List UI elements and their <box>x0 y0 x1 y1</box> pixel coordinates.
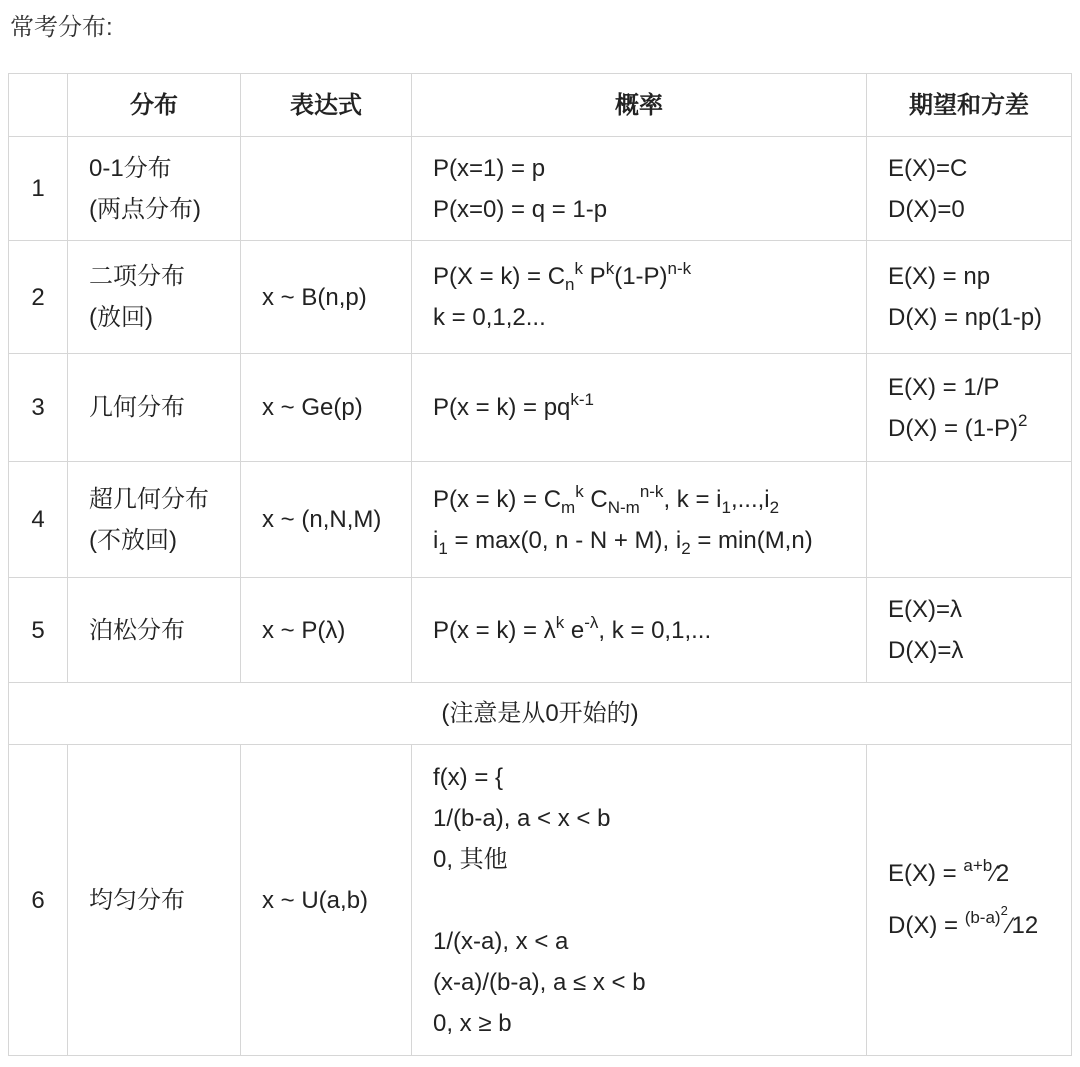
distribution-name: 泊松分布 <box>68 578 241 683</box>
expression: x ~ (n,N,M) <box>241 462 412 578</box>
header-index <box>9 74 68 137</box>
expression: x ~ B(n,p) <box>241 241 412 354</box>
probability: P(x=1) = p P(x=0) = q = 1-p <box>412 137 867 241</box>
page-heading: 常考分布: <box>10 14 113 41</box>
expression <box>241 137 412 241</box>
row-number: 6 <box>9 745 68 1056</box>
table-note-row <box>9 683 1072 745</box>
expression: x ~ Ge(p) <box>241 354 412 462</box>
distribution-name: 0-1分布 (两点分布) <box>68 137 241 241</box>
expectation-variance: E(X) = np D(X) = np(1-p) <box>867 241 1072 354</box>
expectation-variance: E(X)=λ D(X)=λ <box>867 578 1072 683</box>
table-row <box>9 578 1072 683</box>
probability: $P(X = k) = C_n^k$ $P^k(1-P)^{n-k}$ k = 0,1,2... <box>412 241 867 354</box>
table-row <box>9 137 1072 241</box>
header-expectation-variance: 期望和方差 <box>867 74 1072 137</box>
probability: $P(x = k) = \lambda^k$ $e^{-\lambda}$, k = 0,1,... <box>412 578 867 683</box>
header-expression: 表达式 <box>241 74 412 137</box>
note-text: (注意是从0开始的) <box>9 683 1072 745</box>
expectation-variance <box>867 462 1072 578</box>
row-number: 3 <box>9 354 68 462</box>
probability: $P(x = k) = pq^{k-1}$ <box>412 354 867 462</box>
expectation-variance: E(X)=C D(X)=0 <box>867 137 1072 241</box>
distribution-name: 超几何分布 (不放回) <box>68 462 241 578</box>
table-row <box>9 354 1072 462</box>
row-number: 4 <box>9 462 68 578</box>
table-row <box>9 745 1072 1056</box>
distribution-name: 均匀分布 <box>68 745 241 1056</box>
probability: f(x) = { 1/(b-a), a < x < b 0, 其他 1/(x-a), x < a (x-a)/(b-a), a ≤ x < b 0, x ≥ b <box>412 745 867 1056</box>
expectation-variance: E(X) = $^{a+b}$⁄2 D(X) = $^{(b-a)^2}$⁄12 <box>867 745 1072 1056</box>
probability: $P(x = k) = C_m^k$ $C_{N-m}^{n-k}$, $k = i_1,...,i_2$ $i_1 = \max(0$, n - N + M), $i_2 = \min(M,n)$ <box>412 462 867 578</box>
row-number: 2 <box>9 241 68 354</box>
row-number: 5 <box>9 578 68 683</box>
distribution-name: 二项分布 (放回) <box>68 241 241 354</box>
table-header-row <box>9 74 1072 137</box>
header-probability: 概率 <box>412 74 867 137</box>
distribution-table <box>8 73 1072 1056</box>
expectation-variance: E(X) = 1/P $D(X) = (1-P)^2$ <box>867 354 1072 462</box>
row-number: 1 <box>9 137 68 241</box>
header-distribution: 分布 <box>68 74 241 137</box>
distribution-name: 几何分布 <box>68 354 241 462</box>
expression: x ~ P(λ) <box>241 578 412 683</box>
table-row <box>9 241 1072 354</box>
expression: x ~ U(a,b) <box>241 745 412 1056</box>
table-row <box>9 462 1072 578</box>
